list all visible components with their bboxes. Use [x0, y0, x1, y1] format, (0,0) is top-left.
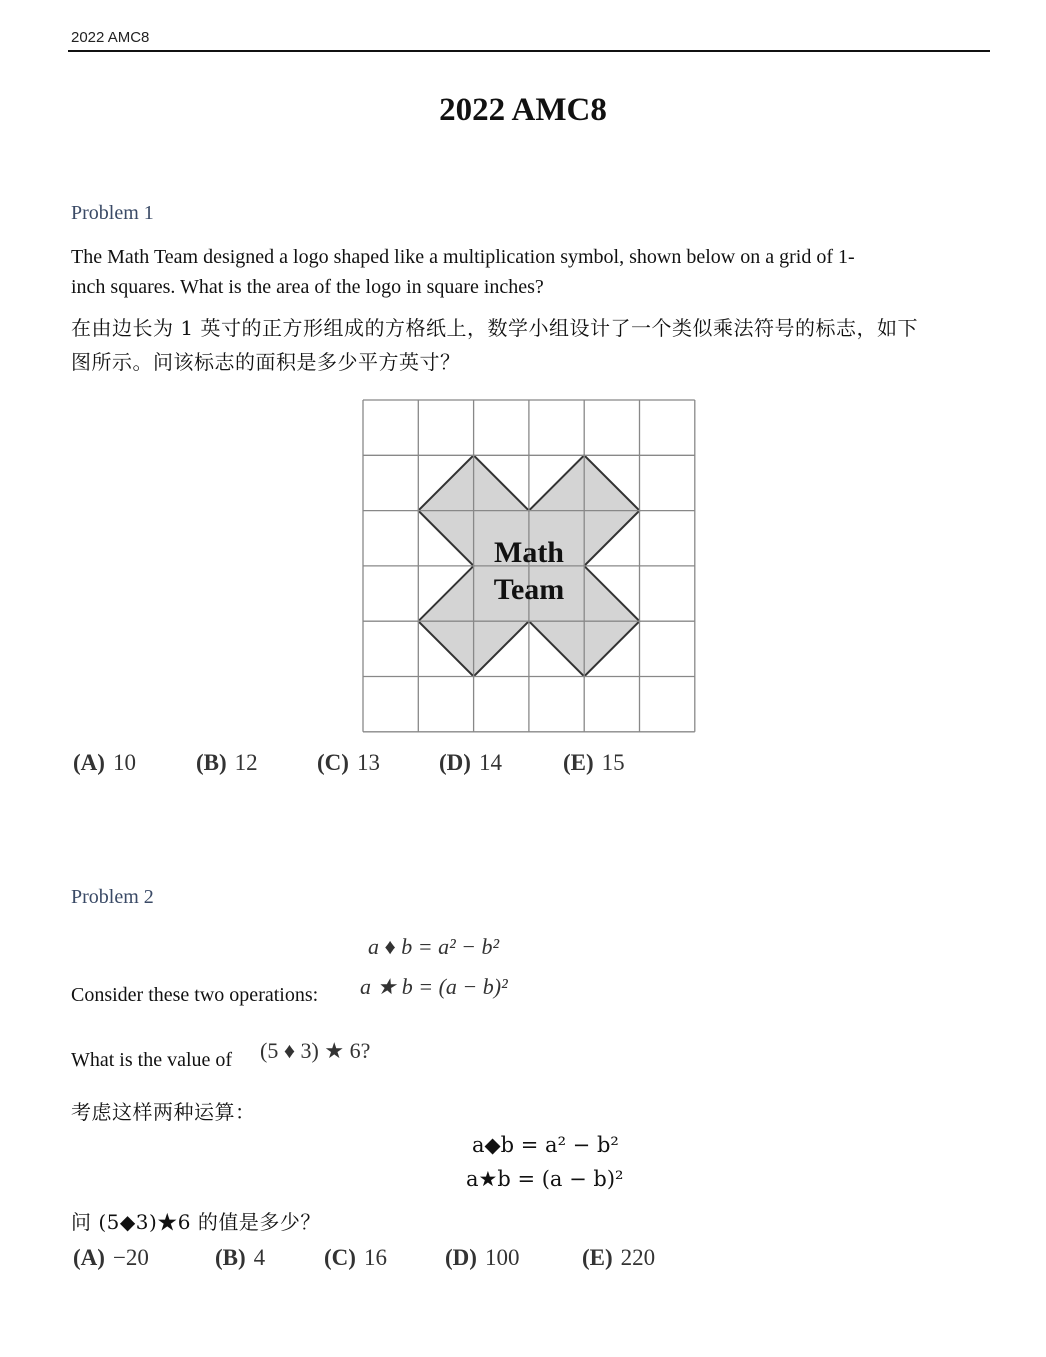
problem-2-cn-consider: 考虑这样两种运算： [71, 1100, 256, 1124]
cn-operation-star: a★b = (a − b)² [466, 1167, 624, 1191]
running-header: 2022 AMC8 [71, 29, 150, 46]
problem-2-choices [73, 1245, 655, 1271]
problem-2-expression: (5 ♦ 3) ★ 6? [260, 1038, 371, 1063]
choice-b[interactable]: (B) 12 [196, 750, 258, 775]
problem-1-text-cn-2: 图所示。问该标志的面积是多少平方英寸？ [71, 350, 461, 374]
choice-e[interactable]: (E) 15 [563, 750, 625, 775]
logo-text-team: Team [493, 573, 565, 606]
choice-d[interactable]: (D) 14 [439, 750, 502, 775]
problem-1-text-en-2: inch squares. What is the area of the logo in square inches? [71, 276, 544, 298]
page-title: 2022 AMC8 [439, 92, 607, 128]
problem-2-question: What is the value of [71, 1049, 233, 1071]
logo-text-math: Math [494, 536, 564, 569]
problem-1-choices [73, 750, 625, 776]
problem-2-consider: Consider these two operations: [71, 984, 319, 1006]
choice-c[interactable]: (C) 16 [324, 1245, 387, 1270]
choice-a[interactable]: (A) 10 [73, 750, 136, 775]
problem-2-heading: Problem 2 [71, 886, 154, 908]
problem-1-text-en-1: The Math Team designed a logo shaped like a multiplication symbol, shown below on a grid of 1- [71, 246, 855, 268]
choice-b[interactable]: (B) 4 [215, 1245, 266, 1270]
choice-a[interactable]: (A) −20 [73, 1245, 149, 1270]
choice-d[interactable]: (D) 100 [445, 1245, 520, 1270]
header-rule [68, 50, 990, 52]
math-team-logo-figure [360, 397, 700, 737]
problem-2-cn-question: 问 (5◆3)★6 的值是多少？ [71, 1210, 321, 1234]
cn-operation-diamond: a◆b = a² − b² [472, 1133, 619, 1157]
choice-c[interactable]: (C) 13 [317, 750, 380, 775]
choice-e[interactable]: (E) 220 [582, 1245, 656, 1270]
operation-diamond: a ♦ b = a² − b² [368, 934, 500, 959]
operation-star: a ★ b = (a − b)² [360, 974, 508, 999]
problem-1-text-cn-1: 在由边长为 1 英寸的正方形组成的方格纸上，数学小组设计了一个类似乘法符号的标志，如下 [71, 316, 918, 340]
problem-1-heading: Problem 1 [71, 202, 154, 224]
